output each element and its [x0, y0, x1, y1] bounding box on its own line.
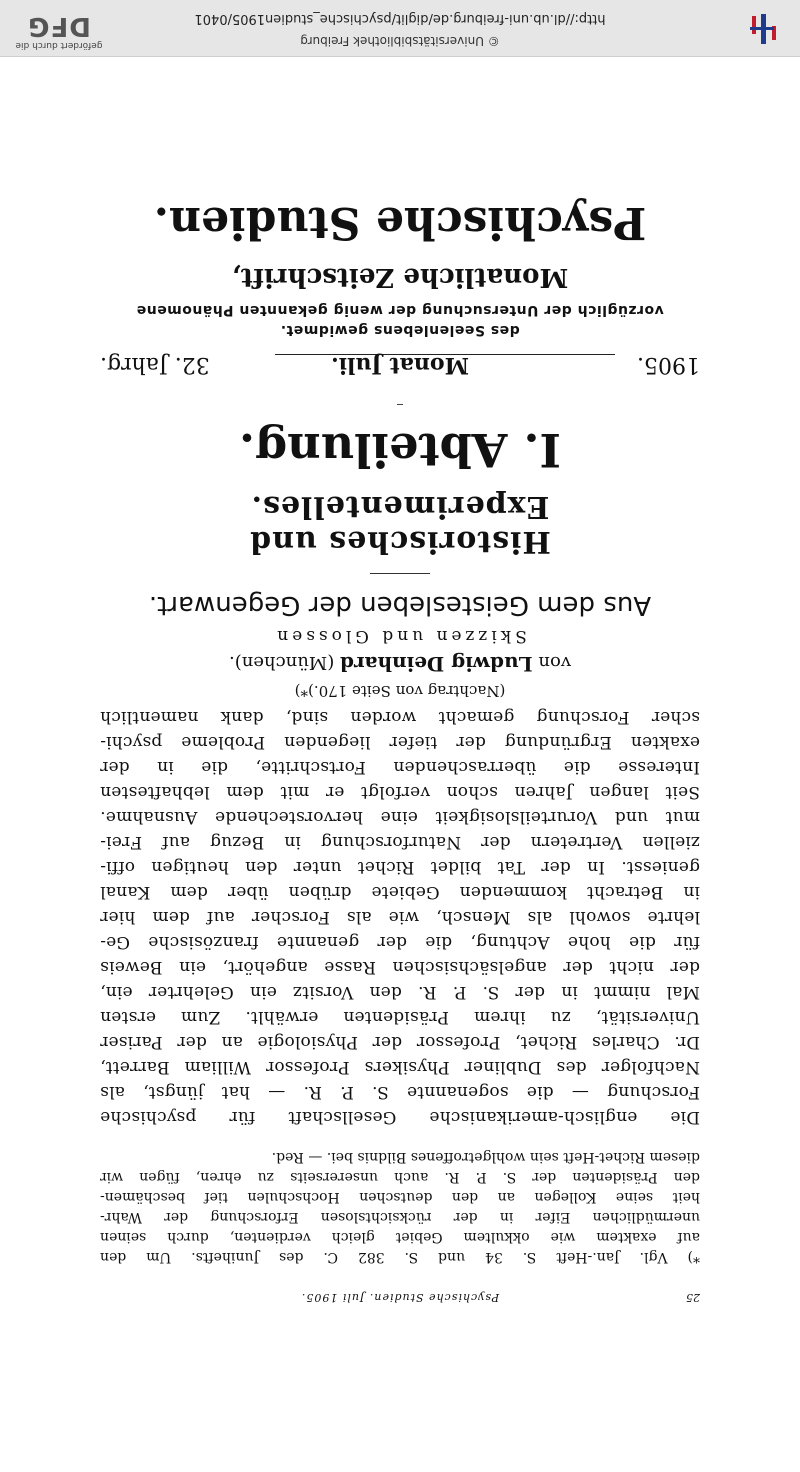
body-line: in Betracht kommenden Gebiete drüben über dem Kanal — [100, 882, 700, 902]
footnote-line: den Präsidenten der S. P. R. auch unsererseits zu ehren, fügen wir — [100, 1169, 700, 1185]
divider — [370, 573, 430, 574]
footnote-line: unermüdlichen Eifer in der rücksichtslosen Erforschung der Wahr- — [100, 1209, 700, 1225]
source-url-link[interactable]: http://dl.ub.uni-freiburg.de/diglit/psychische_studien1905/0401 — [194, 11, 606, 26]
body-line: mut und Vorurteilslosigkeit eine hervorstechende Ausnahme. — [100, 807, 700, 827]
divider — [397, 404, 403, 405]
journal-subtitle: Monatliche Zeitschrift, — [231, 262, 569, 292]
body-line: Nachfolger des Dubliner Physikers Professor William Barrett, — [100, 1057, 700, 1077]
footnote-line: heit seine Kollegen an den deutschen Hochschulen tief beschämen- — [100, 1189, 700, 1205]
body-line: Die englisch-amerikanische Gesellschaft für psychische — [100, 1107, 700, 1127]
journal-title: Psychische Studien. — [153, 197, 647, 248]
issue-volume: 32. Jahrg. — [100, 352, 210, 377]
article-subtitle: Skizzen und Glossen — [273, 626, 527, 646]
body-line: Mal nimmt in der S. P. R. den Vorsitz ein Gelehrter ein, — [100, 982, 700, 1002]
nachtrag-note: (Nachtrag von Seite 170.)*) — [294, 682, 506, 700]
footnote-line: auf exaktem wie okkultem Gebiet gleich verdienten, durch seinen — [100, 1229, 700, 1245]
body-line: ziellen Vertretern der Naturforschung in Bezug auf Frei- — [100, 832, 700, 852]
page-content — [100, 197, 700, 1267]
issue-month: Monat Juli. — [331, 352, 469, 378]
tagline-line: des Seelenlebens gewidmet. — [280, 322, 520, 338]
body-line: Seit langen Jahren schon verfolgt er mit dem lebhaftesten — [100, 782, 700, 802]
author-prefix: von — [538, 652, 571, 673]
body-line: der nicht der angelsächsischen Rasse angehört, ein Beweis — [100, 957, 700, 977]
dfg-logo — [14, 12, 104, 50]
author-place: (München). — [229, 652, 335, 673]
issue-line — [100, 348, 700, 388]
body-line: geniesst. In der Tat bildet Richet unter den heutigen offi- — [100, 857, 700, 877]
author-line — [100, 652, 700, 676]
body-text — [100, 704, 700, 1129]
viewer-header — [0, 0, 800, 57]
body-line: exakten Ergründung der tiefer liegenden Probleme psychi- — [100, 732, 700, 752]
copyright-text: © Universitätsbibliothek Freiburg — [300, 34, 500, 48]
body-line: scher Forschung gemacht worden sind, dank namentlich — [100, 707, 700, 727]
running-head-title: Psychische Studien. Juli 1905. — [300, 1291, 500, 1304]
body-line: lehrte sowohl als Mensch, wie als Forscher auf dem hier — [100, 907, 700, 927]
article-title: Aus dem Geistesleben der Gegenwart. — [148, 590, 652, 620]
dfg-sub-text: gefördert durch die — [15, 40, 103, 50]
page-number: 25 — [686, 1291, 700, 1304]
body-line: Forschung — die sogenannte S. P. R. — hat jüngst, als — [100, 1082, 700, 1102]
tagline-line: vorzüglich der Untersuchung der wenig gekannten Phänomene — [136, 302, 664, 318]
dfg-logo-icon: DFG — [27, 11, 91, 41]
footnote — [100, 1147, 700, 1267]
section-subtitle: Historisches und Experimentelles. — [249, 489, 551, 559]
body-line: Interesse die überraschenden Fortschritte, die in der — [100, 757, 700, 777]
footnote-line: diesem Richet-Heft sein wohlgetroffenes Bildnis bei. — Red. — [271, 1149, 700, 1165]
body-line: Universität, zu ihrem Präsidenten erwählt. Zum ersten — [100, 1007, 700, 1027]
issue-year: 1905. — [637, 352, 700, 377]
body-line: für die hohe Achtung, die der genannte französische Ge- — [100, 932, 700, 952]
section-heading: I. Abteilung. — [239, 423, 561, 477]
body-line: Dr. Charles Richet, Professor der Physiologie an der Pariser — [100, 1032, 700, 1052]
footnote-line: *) Vgl. Jan.-Heft S. 34 und S. 382 C. des Junihefts. Um den — [100, 1249, 700, 1265]
author-name: Ludwig Deinhard — [340, 652, 533, 676]
